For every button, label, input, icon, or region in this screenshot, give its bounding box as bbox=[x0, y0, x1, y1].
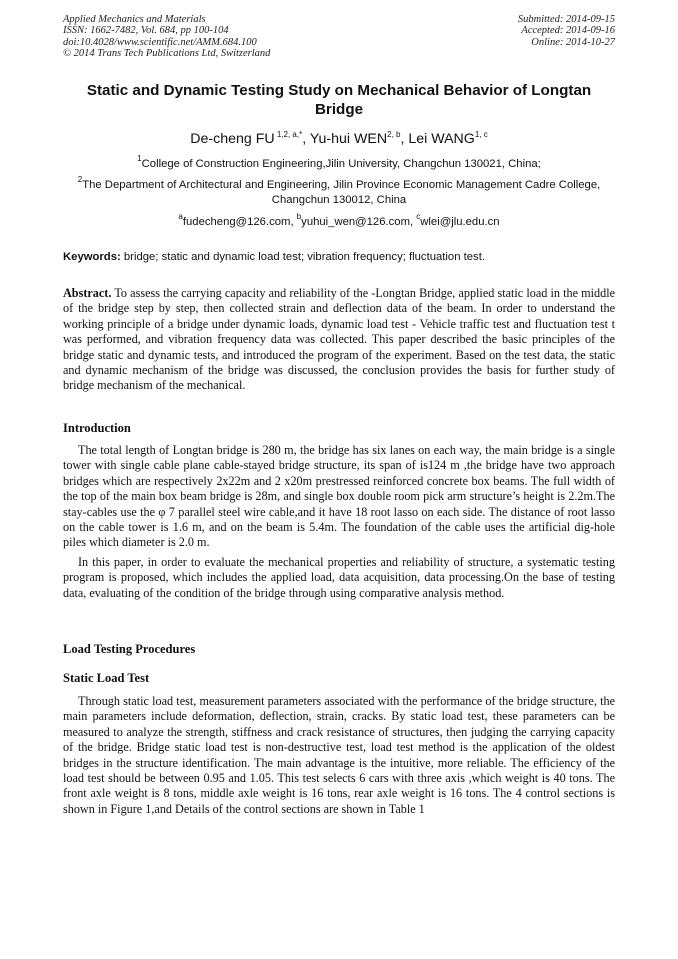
affiliation-text: College of Construction Engineering,Jilin University, Changchun 130021, China; bbox=[141, 158, 541, 170]
email-link[interactable]: fudecheng@126.com, bbox=[182, 216, 297, 228]
author-name: Yu-hui WEN bbox=[309, 131, 388, 147]
email-mark: a bbox=[178, 212, 183, 221]
author-list: De-cheng FU $^{1,2, a,*}$, Yu-hui WEN$^{2, b}$, Lei WANG$^{1, c}$ bbox=[190, 130, 488, 147]
introduction-paragraph: In this paper, in order to evaluate the mechanical properties and reliability of structure, a systematic testing program is proposed, which includes the applied load, data acquisition, data processing.On the base of testing data, evaluating of the condition of the bridge through using comparative analysis method. bbox=[63, 555, 615, 600]
publication-dates bbox=[518, 14, 615, 48]
abstract-label: Abstract. bbox=[63, 286, 112, 300]
author-affiliation-mark: 1,2, a,* bbox=[274, 130, 303, 139]
author-name: Lei WANG bbox=[408, 131, 475, 147]
affiliation-2 bbox=[63, 175, 615, 208]
email-link[interactable]: yuhui_wen@126.com, bbox=[301, 216, 417, 228]
submitted-date: Submitted: 2014-09-15 bbox=[517, 14, 615, 25]
affiliation-mark: 1 bbox=[137, 154, 142, 163]
accepted-date: Accepted: 2014-09-16 bbox=[521, 25, 615, 37]
email-link[interactable]: wlei@jlu.edu.cn bbox=[420, 216, 500, 228]
email-mark: b bbox=[296, 212, 302, 221]
load-testing-heading: Load Testing Procedures bbox=[63, 642, 196, 656]
journal-info bbox=[63, 14, 270, 59]
doi-line: doi:10.4028/www.scientific.net/AMM.684.100 bbox=[63, 36, 257, 48]
static-load-test-paragraph: Through static load test, measurement parameters associated with the performance of the bridge structure, the main parameters include deformation, deflection, strain, cracks. By static load test, these parameters can be measured to analyze the strength, stiffness and crack resistance of structures, then judging the carrying capacity of the bridge. Bridge static load test is non-destructive test, load test method is the application of the oldest bridges in the structure identification. The main advantage is the intuitive, more reliable. The efficiency of the load test should be between 0.95 and 1.05. This test selects 6 cars with three axis ,which weight is 40 tons. The front axle weight is 8 tons, middle axle weight is 16 tons, rear axle weight is 16 tons. The 4 control sections is shown in Figure 1,and Details of the control sections are shown in Table 1 bbox=[63, 694, 615, 816]
affiliation-text: The Department of Architectural and Engineering, Jilin Province Economic Management Cadre College, Changchun 130012, China bbox=[82, 179, 601, 206]
author-affiliation-mark: 2, b bbox=[387, 130, 401, 139]
introduction-heading: Introduction bbox=[63, 421, 131, 435]
keywords bbox=[63, 250, 615, 265]
affiliation-1 bbox=[63, 154, 615, 172]
affiliation-mark: 2 bbox=[77, 175, 83, 184]
abstract bbox=[63, 286, 615, 394]
issn-line: ISSN: 1662-7482, Vol. 684, pp 100-104 bbox=[63, 25, 229, 37]
email-list bbox=[63, 212, 615, 230]
keywords-text: bridge; static and dynamic load test; vibration frequency; fluctuation test. bbox=[120, 251, 485, 263]
online-date: Online: 2014-10-27 bbox=[531, 36, 615, 48]
author-name: De-cheng FU bbox=[190, 131, 275, 147]
copyright-line: © 2014 Trans Tech Publications Ltd, Switzerland bbox=[63, 47, 271, 59]
paper-title: Static and Dynamic Testing Study on Mechanical Behavior of Longtan Bridge bbox=[86, 82, 592, 118]
author-affiliation-mark: 1, c bbox=[474, 130, 488, 139]
keywords-label: Keywords: bbox=[63, 251, 121, 263]
email-mark: c bbox=[416, 212, 421, 221]
journal-name: Applied Mechanics and Materials bbox=[63, 14, 206, 25]
abstract-text: To assess the carrying capacity and reliability of the -Longtan Bridge, applied static load in the middle of the bridge step by step, then collected strain and deflection data of the beam. In order to understand the working principle of a bridge under dynamic loads, dynamic load test - Vehicle traffic test and fluctuation test t was performed, and vibration frequency data was collected. This paper described the basic principles of the bridge static and dynamic tests, and introduced the program of the experiment. Based on the test data, the static and dynamic mechanism of the bridge was discussed, the conclusion provides the basis for further study of bridge mechanism of the mechanical. bbox=[63, 286, 615, 393]
introduction-paragraph: The total length of Longtan bridge is 280 m, the bridge has six lanes on each way, the main bridge is a single tower with single cable plane cable-stayed bridge structure, its span of is124 m ,the bridge have two approach bridges which are respectively 2x22m and 2 x20m prestressed reinforced concrete box beams. The full width of the top of the main box beam bridge is 28m, and single box double room pick arm structure’s height is 2.2m.The stay-cables use the φ 7 parallel steel wire cable,and it have 18 root lasso on each side. The distance of root lasso on the cable tower is 1.6 m, and on the beam is 5.4m. The foundation of the cable uses the artificial dig-hole piles which diameter is 2.0 m. bbox=[63, 443, 615, 550]
static-load-test-subheading: Static Load Test bbox=[63, 671, 150, 685]
